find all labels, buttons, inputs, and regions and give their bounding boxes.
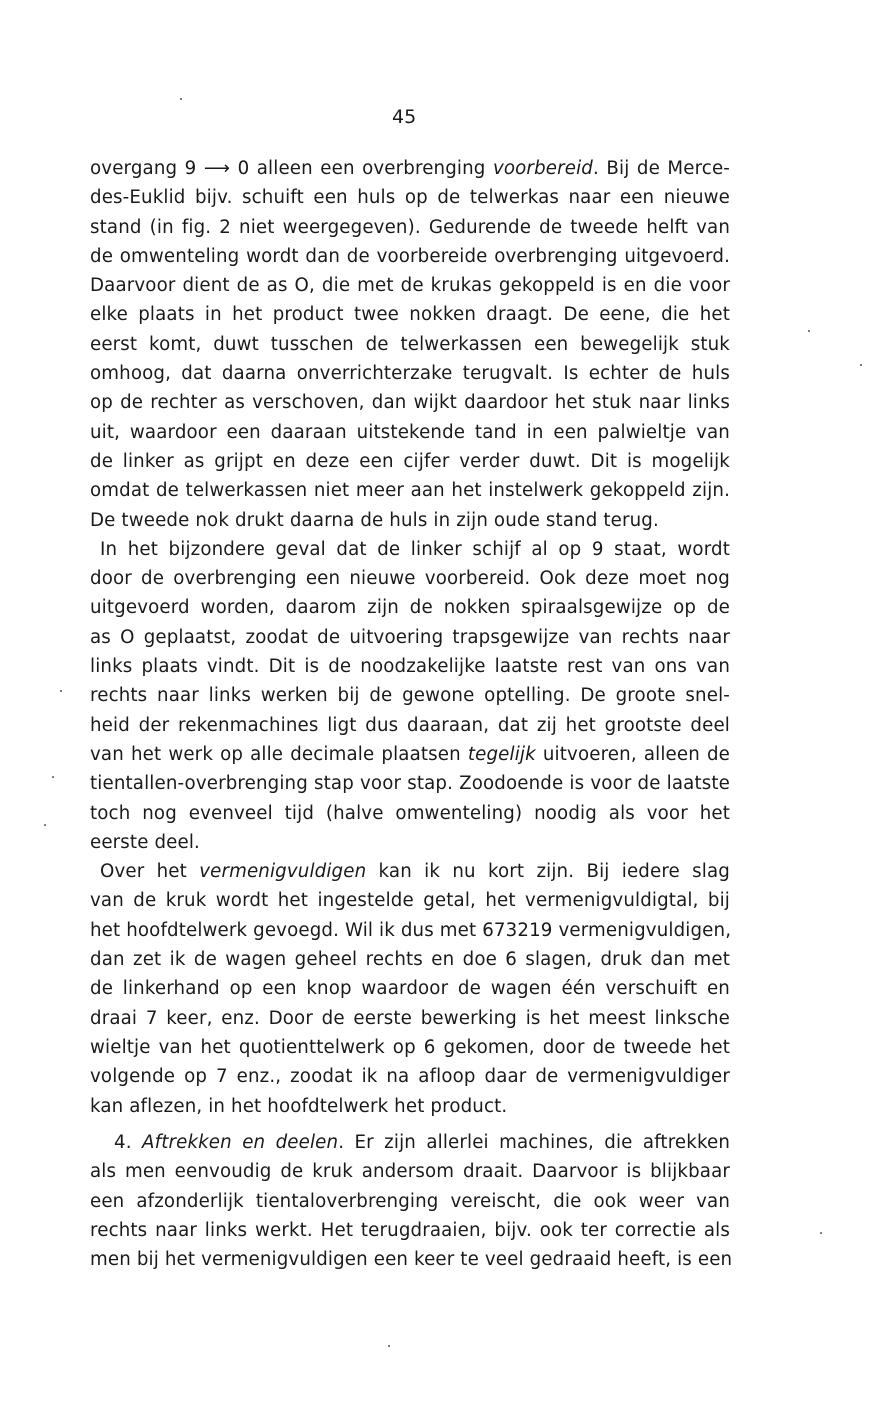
scan-speck <box>180 98 182 100</box>
paragraph-special-case <box>90 535 730 857</box>
text-line: van de kruk wordt het ingestelde getal, het vermenigvuldigtal, bij <box>90 890 730 912</box>
text-line: heid der rekenmachines ligt dus daaraan, dat zij het grootste deel <box>90 714 730 736</box>
text-line: rechts naar links werken bij de gewone optelling. De groote snel- <box>90 685 730 707</box>
text-line: as O geplaatst, zoodat de uitvoering trapsgewijze van rechts naar <box>90 626 730 648</box>
scan-speck <box>808 330 810 332</box>
text-line: uitgevoerd worden, daarom zijn de nokken spiraalsgewijze op de <box>90 597 730 619</box>
text-line: een afzonderlijk tientaloverbrenging vereischt, die ook weer van <box>90 1190 730 1212</box>
text-line: eerst komt, duwt tusschen de telwerkassen een bewegelijk stuk <box>90 333 730 355</box>
text-line: dan zet ik de wagen geheel rechts en doe 6 slagen, druk dan met <box>90 949 730 971</box>
text-line: rechts naar links werkt. Het terugdraaien, bijv. ook ter correctie als <box>90 1219 730 1241</box>
paragraph-subtraction-division <box>90 1128 733 1274</box>
body-text-upper <box>90 154 730 1121</box>
text-line: op de rechter as verschoven, dan wijkt daardoor het stuk naar links <box>90 392 730 414</box>
text-line: de omwenteling wordt dan de voorbereide overbrenging uitgevoerd. <box>90 245 730 267</box>
text-line: elke plaats in het product twee nokken draagt. De eene, die het <box>90 304 730 326</box>
text-line: kan aflezen, in het hoofdtelwerk het product. <box>90 1095 508 1117</box>
text-line: Daarvoor dient de as O, die met de krukas gekoppeld is en die voor <box>90 275 730 297</box>
text-line: overgang 9 ⟶ 0 alleen een overbrenging voorbereid. Bij de Merce- <box>90 158 730 179</box>
text-line: wieltje van het quotienttelwerk op 6 gekomen, door de tweede het <box>90 1036 730 1058</box>
text-line: men bij het vermenigvuldigen een keer te veel gedraaid heeft, is een <box>90 1249 733 1271</box>
text-line: toch nog evenveel tijd (halve omwenteling) noodig als voor het <box>90 802 730 824</box>
scan-speck <box>44 824 46 826</box>
scan-speck <box>52 776 54 778</box>
scan-speck <box>820 1232 822 1234</box>
text-line: door de overbrenging een nieuwe voorbereid. Ook deze moet nog <box>90 568 730 590</box>
text-line: als men eenvoudig de kruk andersom draait. Daarvoor is blijkbaar <box>90 1161 730 1183</box>
scan-speck <box>60 690 62 692</box>
text-line: uit, waardoor een daaraan uitstekende tand in een palwieltje van <box>90 421 730 443</box>
text-line: de linker as grijpt en deze een cijfer verder duwt. Dit is mogelijk <box>90 450 730 472</box>
section-heading-line: 4. Aftrekken en deelen. Er zijn allerlei machines, die aftrekken <box>114 1132 731 1153</box>
text-line: tientallen-overbrenging stap voor stap. Zoodoende is voor de laatste <box>90 773 730 795</box>
text-line: links plaats vindt. Dit is de noodzakelijke laatste rest van ons van <box>90 656 730 678</box>
body-text-lower <box>90 1128 733 1274</box>
text-line: omhoog, dat daarna onverrichterzake terugvalt. Is echter de huls <box>90 363 730 385</box>
text-line: de linkerhand op een knop waardoor de wagen één verschuift en <box>90 978 730 1000</box>
scan-speck <box>388 1345 390 1347</box>
text-line: volgende op 7 enz., zoodat ik na afloop daar de vermenigvuldiger <box>90 1066 730 1088</box>
text-line: draai 7 keer, enz. Door de eerste bewerking is het meest linksche <box>90 1007 730 1029</box>
scan-speck <box>860 364 862 366</box>
text-line: het hoofdtelwerk gevoegd. Wil ik dus met 673219 vermenigvuldigen, <box>90 919 732 941</box>
text-line: In het bijzondere geval dat de linker schijf al op 9 staat, wordt <box>100 538 730 560</box>
text-line: van het werk op alle decimale plaatsen tegelijk uitvoeren, alleen de <box>90 743 730 765</box>
text-line: des-Euklid bijv. schuift een huls op de telwerkas naar een nieuwe <box>90 187 730 209</box>
page-number: 45 <box>392 106 417 128</box>
text-line: eerste deel. <box>90 831 200 853</box>
text-line: Over het vermenigvuldigen kan ik nu kort zijn. Bij iedere slag <box>100 861 730 883</box>
text-line: omdat de telwerkassen niet meer aan het instelwerk gekoppeld zijn. <box>90 480 730 502</box>
paragraph-multiplication <box>90 857 730 1121</box>
text-line: De tweede nok drukt daarna de huls in zijn oude stand terug. <box>90 509 659 531</box>
text-line: stand (in fig. 2 niet weergegeven). Gedurende de tweede helft van <box>90 216 730 238</box>
paragraph-mechanism <box>90 154 730 535</box>
